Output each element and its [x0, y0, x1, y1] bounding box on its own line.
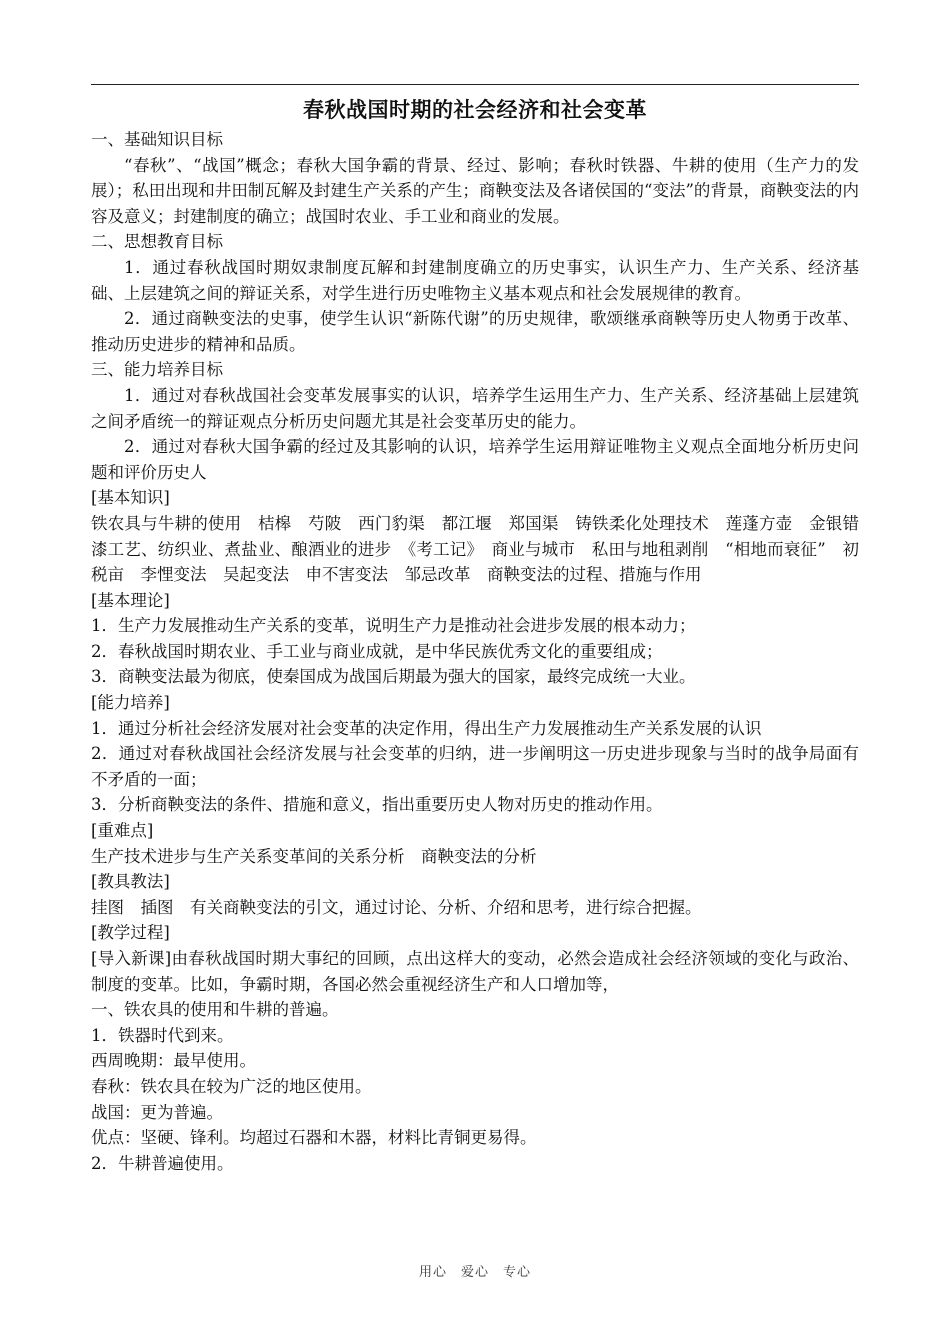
paragraph: 1．通过春秋战国时期奴隶制度瓦解和封建制度确立的历史事实，认识生产力、生产关系、经济基础、上层建筑之间的辩证关系，对学生进行历史唯物主义基本观点和社会发展规律的教育。: [91, 257, 859, 303]
paragraph: 优点：坚硬、锋利。均超过石器和木器，材料比青铜更易得。: [91, 1128, 537, 1148]
paragraph: 2．通过对春秋战国社会经济发展与社会变革的归纳，进一步阐明这一历史进步现象与当时的战争局面有不矛盾的一面；: [91, 744, 859, 789]
document-page: [91, 84, 876, 1176]
paragraph: 2．通过商鞅变法的史事，使学生认识“新陈代谢”的历史规律，歌颂继承商鞅等历史人物勇于改革、推动历史进步的精神和品质。: [91, 309, 859, 354]
paragraph: [教具教法]: [91, 872, 170, 892]
paragraph: 2．牛耕普遍使用。: [91, 1153, 234, 1173]
paragraph: 二、思想教育目标: [91, 232, 223, 252]
paragraph: 1．生产力发展推动生产关系的变革，说明生产力是推动社会进步发展的根本动力；: [91, 616, 696, 636]
paragraph: 1．通过分析社会经济发展对社会变革的决定作用，得出生产力发展推动生产关系发展的认识: [91, 718, 762, 738]
paragraph: 1．通过对春秋战国社会变革发展事实的认识，培养学生运用生产力、生产关系、经济基础上层建筑之间矛盾统一的辩证观点分析历史问题尤其是社会变革历史的能力。: [91, 385, 859, 431]
document-title: 春秋战国时期的社会经济和社会变革: [303, 98, 647, 122]
paragraph: [基本理论]: [91, 590, 170, 610]
paragraph: 一、铁农具的使用和牛耕的普遍。: [91, 1000, 339, 1020]
paragraph: [重难点]: [91, 821, 154, 841]
paragraph: 1．铁器时代到来。: [91, 1025, 234, 1045]
paragraph: 2．通过对春秋大国争霸的经过及其影响的认识，培养学生运用辩证唯物主义观点全面地分析历史问题和评价历史人: [91, 437, 859, 482]
paragraph: 西周晚期：最早使用。: [91, 1051, 256, 1071]
paragraph: 战国：更为普遍。: [91, 1102, 223, 1122]
header-rule: [91, 84, 859, 85]
paragraph: 铁农具与牛耕的使用 桔槔 芍陂 西门豹渠 都江堰 郑国渠 铸铁柔化处理技术 莲蓬方壶 金银错 漆工艺、纺织业、煮盐业、酿酒业的进步 《考工记》 商业与城市 私田与地租剥削 “相地而衰征” 初税亩 李悝变法 吴起变法 申不害变法 邹忌改革 商鞅变法的过程、措施与作用: [91, 513, 876, 585]
paragraph: [能力培养]: [91, 693, 170, 713]
document-body: [91, 127, 876, 1176]
paragraph: 挂图 插图 有关商鞅变法的引文，通过讨论、分析、介绍和思考，进行综合把握。: [91, 897, 702, 917]
paragraph: 2．春秋战国时期农业、手工业与商业成就，是中华民族优秀文化的重要组成；: [91, 641, 663, 661]
page-footer: 用心 爱心 专心: [418, 1265, 531, 1280]
paragraph: 生产技术进步与生产关系变革间的关系分析 商鞅变法的分析: [91, 846, 537, 866]
paragraph: [基本知识]: [91, 488, 170, 508]
paragraph: “春秋”、“战国”概念；春秋大国争霸的背景、经过、影响；春秋时铁器、牛耕的使用（生产力的发展）；私田出现和井田制瓦解及封建生产关系的产生；商鞅变法及各诸侯国的“变法”的背景，商鞅变法的内容及意义；封建制度的确立；战国时农业、手工业和商业的发展。: [91, 155, 859, 226]
paragraph: 3．分析商鞅变法的条件、措施和意义，指出重要历史人物对历史的推动作用。: [91, 795, 663, 815]
paragraph: [教学过程]: [91, 923, 170, 943]
paragraph: 3．商鞅变法最为彻底，使秦国成为战国后期最为强大的国家，最终完成统一大业。: [91, 667, 696, 687]
paragraph: 三、能力培养目标: [91, 360, 223, 380]
paragraph: 一、基础知识目标: [91, 130, 223, 149]
paragraph: [导入新课]由春秋战国时期大事纪的回顾，点出这样大的变动，必然会造成社会经济领域的变化与政治、制度的变革。比如，争霸时期，各国必然会重视经济生产和人口增加等，: [91, 949, 859, 994]
paragraph: 春秋：铁农具在较为广泛的地区使用。: [91, 1076, 372, 1096]
